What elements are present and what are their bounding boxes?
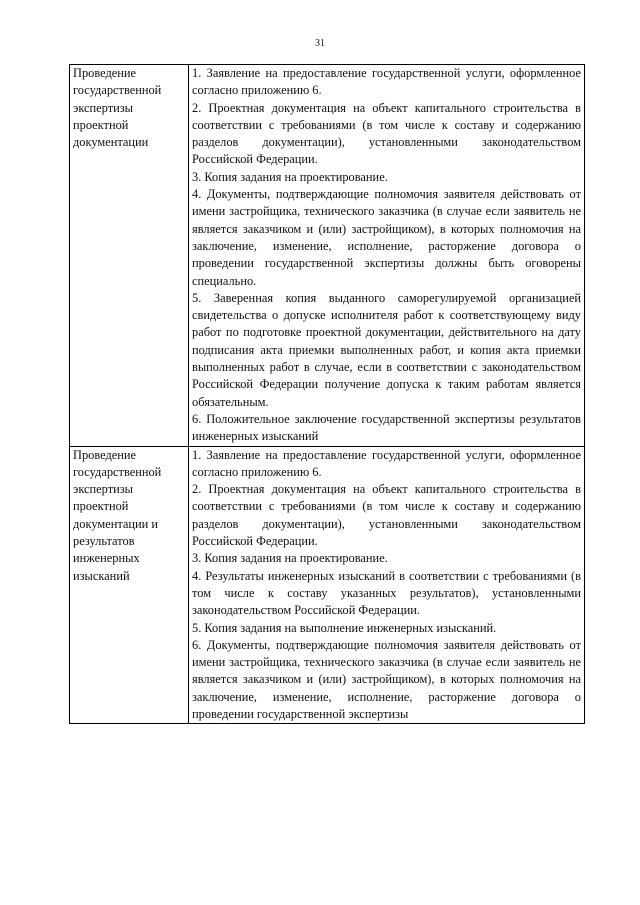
table-row	[70, 65, 585, 447]
document-item: 5. Заверенная копия выданного саморегулируемой организацией свидетельства о допуске исполнителя работ к соответствующему виду работ по подготовке проектной документации, действительного на дату подписания акта приемки выполненных работ, и копия акта приемки выполненных работ в случае, если в соответствии с законодательством Российской Федерации получение допуска к таким работам является обязательным.	[192, 290, 581, 409]
documents-cell	[189, 65, 585, 447]
document-item: 6. Положительное заключение государственной экспертизы результатов инженерных изысканий	[192, 411, 581, 444]
document-item: 1. Заявление на предоставление государственной услуги, оформленное согласно приложению 6.	[192, 447, 581, 479]
document-item: 6. Документы, подтверждающие полномочия заявителя действовать от имени застройщика, технического заказчика (в случае если заявитель не является заказчиком и (или) застройщиком), в которых полномочия на заключение, изменение, исполнение, расторжение договора о проведении государственной экспертизы	[192, 637, 581, 721]
document-item: 2. Проектная документация на объект капитального строительства в соответствии с требованиями (в том числе к составу и содержанию разделов документации), установленными законодательством Российской Федерации.	[192, 482, 581, 549]
requirements-table	[69, 64, 585, 724]
service-name-cell	[70, 446, 189, 724]
document-item: 4. Результаты инженерных изысканий в соответствии с требованиями (в том числе к составу указанных результатов), установленными законодательством Российской Федерации.	[192, 568, 581, 618]
documents-cell	[189, 446, 585, 724]
service-name: Проведение государственной экспертизы проектной документации и результатов инженерных изысканий	[73, 447, 162, 583]
document-item: 3. Копия задания на проектирование.	[192, 551, 388, 566]
document-item: 5. Копия задания на выполнение инженерных изысканий.	[192, 620, 497, 635]
service-name: Проведение государственной экспертизы проектной документации	[73, 66, 162, 150]
document-item: 4. Документы, подтверждающие полномочия заявителя действовать от имени застройщика, технического заказчика (в случае если заявитель не является заказчиком и (или) застройщиком), в которых полномочия на заключение, изменение, исполнение, расторжение договора о проведении государственной экспертизы должны быть оговорены специально.	[192, 187, 581, 288]
service-name-cell	[70, 65, 189, 447]
document-item: 3. Копия задания на проектирование.	[192, 169, 388, 184]
document-item: 1. Заявление на предоставление государственной услуги, оформленное согласно приложению 6.	[192, 66, 581, 98]
page-number: 31	[315, 38, 325, 49]
document-item: 2. Проектная документация на объект капитального строительства в соответствии с требованиями (в том числе к составу и содержанию разделов документации), установленными законодательством Российской Федерации.	[192, 100, 581, 167]
table-row	[70, 446, 585, 724]
